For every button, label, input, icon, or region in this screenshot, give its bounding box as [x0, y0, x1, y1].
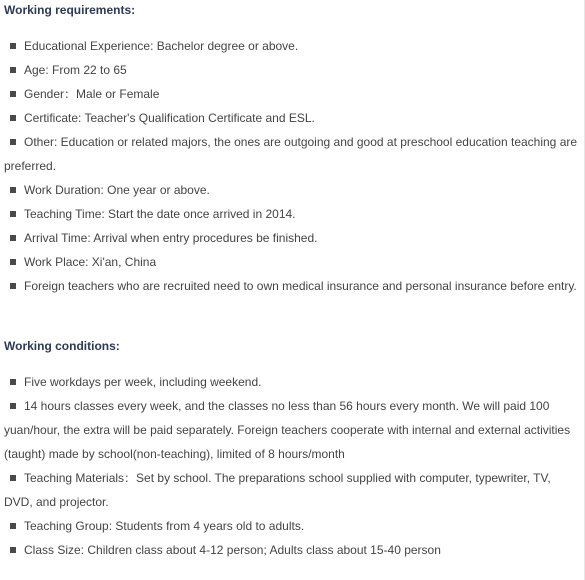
square-bullet-icon: [10, 139, 16, 145]
square-bullet-icon: [10, 475, 16, 481]
conditions-heading: Working conditions:: [4, 339, 120, 353]
square-bullet-icon: [10, 283, 16, 289]
list-item: Foreign teachers who are recruited need to own medical insurance and personal insurance before entry.: [4, 274, 582, 298]
list-item: Arrival Time: Arrival when entry procedures be finished.: [4, 226, 582, 250]
list-item: Five workdays per week, including weekend.: [4, 370, 582, 394]
square-bullet-icon: [10, 211, 16, 217]
list-item: Teaching Group: Students from 4 years old to adults.: [4, 514, 582, 538]
list-item: Certificate: Teacher's Qualification Certificate and ESL.: [4, 106, 582, 130]
square-bullet-icon: [10, 91, 16, 97]
list-item: Teaching Time: Start the date once arrived in 2014.: [4, 202, 582, 226]
square-bullet-icon: [10, 547, 16, 553]
square-bullet-icon: [10, 67, 16, 73]
list-item: Class Size: Children class about 4-12 person; Adults class about 15-40 person: [4, 538, 582, 562]
square-bullet-icon: [10, 187, 16, 193]
list-item: Educational Experience: Bachelor degree or above.: [4, 34, 582, 58]
list-item: Other: Education or related majors, the ones are outgoing and good at preschool education teaching are preferred.: [4, 135, 578, 173]
square-bullet-icon: [10, 115, 16, 121]
square-bullet-icon: [10, 403, 16, 409]
list-item: Work Place: Xi'an, China: [4, 250, 582, 274]
list-item: Work Duration: One year or above.: [4, 178, 582, 202]
square-bullet-icon: [10, 259, 16, 265]
list-item: Age: From 22 to 65: [4, 58, 582, 82]
square-bullet-icon: [10, 43, 16, 49]
list-item: 14 hours classes every week, and the classes no less than 56 hours every month. We will paid 100 yuan/hour, the extra will be paid separately. Foreign teachers cooperate with internal and external activities (taught) made by school(non-teaching), limited of 8 hours/month: [4, 399, 571, 461]
square-bullet-icon: [10, 379, 16, 385]
requirements-heading: Working requirements:: [4, 3, 136, 17]
list-item: Gender：Male or Female: [4, 82, 582, 106]
square-bullet-icon: [10, 235, 16, 241]
square-bullet-icon: [10, 523, 16, 529]
list-item: Teaching Materials：Set by school. The preparations school supplied with computer, typewriter, TV, DVD, and projector.: [4, 471, 551, 509]
